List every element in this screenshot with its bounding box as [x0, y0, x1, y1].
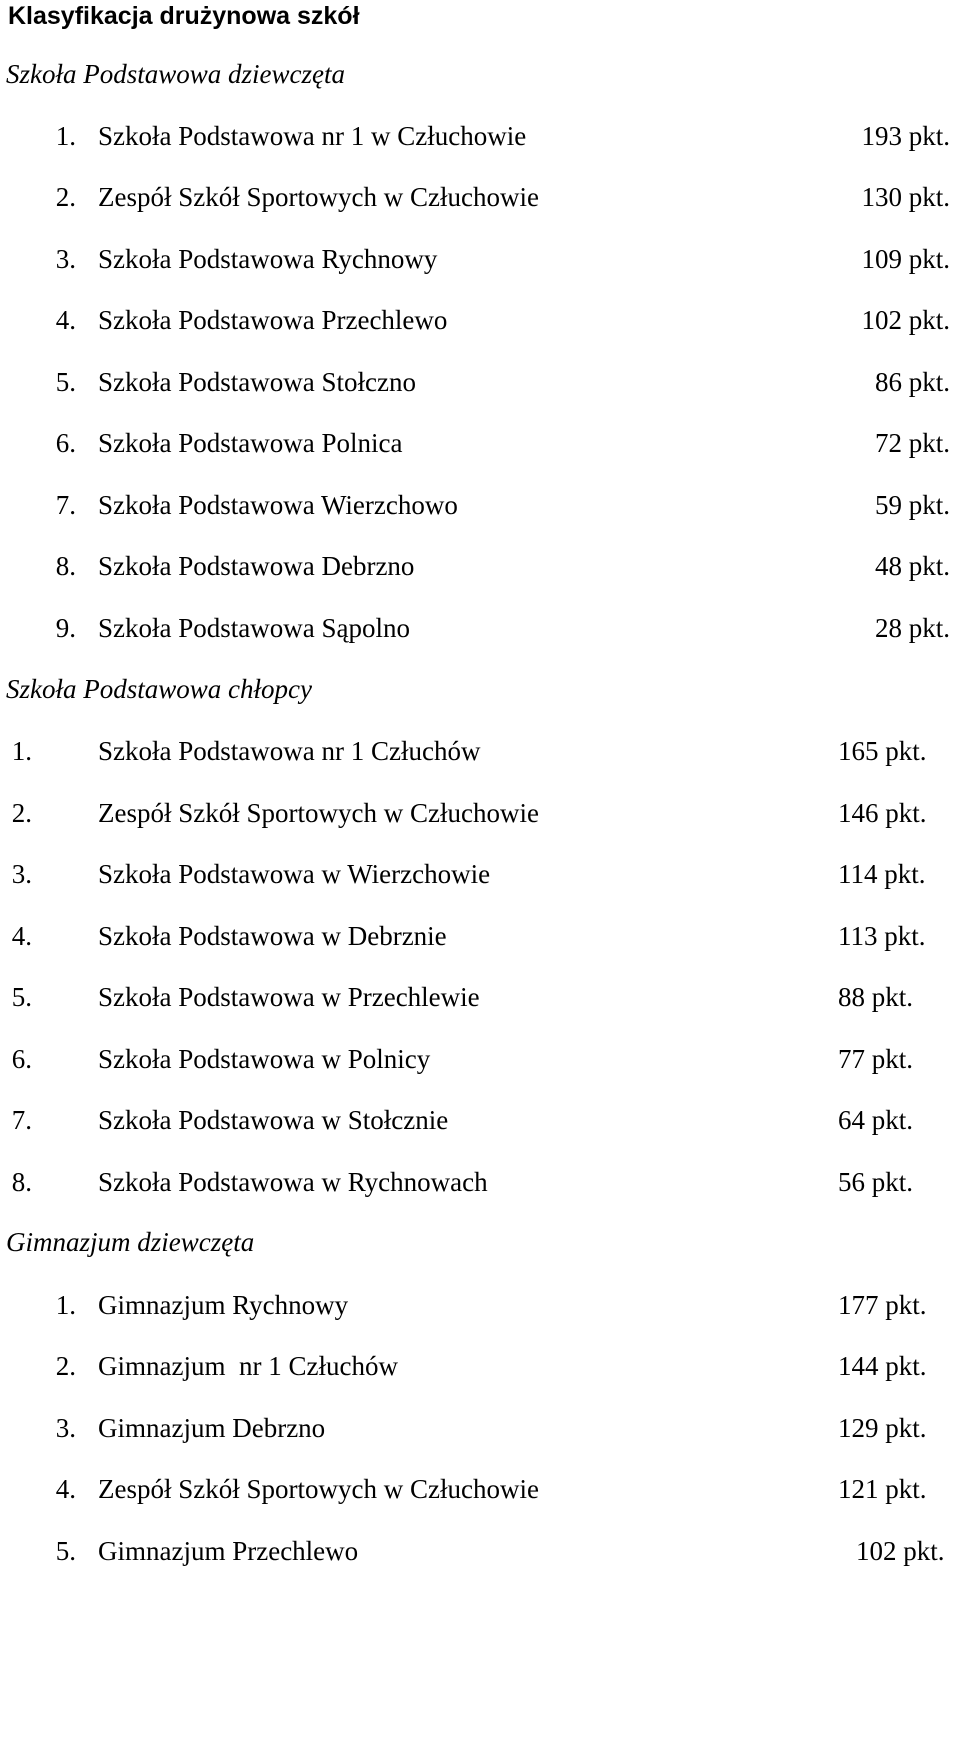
rank: 4. — [55, 1474, 76, 1504]
points: 177 pkt. — [838, 1290, 927, 1320]
school-name: Szkoła Podstawowa Przechlewo — [98, 305, 448, 335]
rank: 5. — [11, 982, 32, 1012]
rank: 7. — [55, 490, 76, 520]
rank: 1. — [11, 736, 32, 766]
points: 146 pkt. — [838, 798, 927, 828]
school-name: Szkoła Podstawowa Wierzchowo — [98, 490, 458, 520]
points: 48 pkt. — [874, 551, 950, 581]
ranking-row — [0, 918, 960, 954]
points: 77 pkt. — [838, 1044, 914, 1074]
ranking-row — [0, 118, 960, 154]
ranking-row — [0, 548, 960, 584]
rank: 5. — [55, 1536, 76, 1566]
school-name: Gimnazjum nr 1 Człuchów — [98, 1351, 398, 1381]
rank: 2. — [55, 1351, 76, 1381]
ranking-row — [0, 979, 960, 1015]
rank: 3. — [55, 1413, 76, 1443]
ranking-row — [0, 795, 960, 831]
ranking-row — [0, 241, 960, 277]
ranking-row — [0, 364, 960, 400]
points: 86 pkt. — [874, 367, 950, 397]
points: 114 pkt. — [838, 859, 926, 889]
school-name: Gimnazjum Rychnowy — [98, 1290, 349, 1320]
ranking-row — [0, 425, 960, 461]
school-name: Szkoła Podstawowa nr 1 w Człuchowie — [98, 121, 527, 151]
school-name: Szkoła Podstawowa w Wierzchowie — [98, 859, 491, 889]
rank: 8. — [11, 1167, 32, 1197]
page-title: Klasyfikacja drużynowa szkół — [8, 2, 360, 30]
school-name: Szkoła Podstawowa Stołczno — [98, 367, 416, 397]
school-name: Szkoła Podstawowa Rychnowy — [98, 244, 438, 274]
ranking-row — [0, 1041, 960, 1077]
rank: 2. — [11, 798, 32, 828]
ranking-row — [0, 1287, 960, 1323]
points: 121 pkt. — [838, 1474, 927, 1504]
points: 72 pkt. — [874, 428, 950, 458]
points: 102 pkt. — [861, 305, 950, 335]
school-name: Szkoła Podstawowa nr 1 Człuchów — [98, 736, 481, 766]
rank: 4. — [55, 305, 76, 335]
school-name: Szkoła Podstawowa Debrzno — [98, 551, 415, 581]
section-heading-gymnasium-girls: Gimnazjum dziewczęta — [6, 1227, 255, 1257]
rank: 8. — [55, 551, 76, 581]
section-heading-primary-boys: Szkoła Podstawowa chłopcy — [6, 674, 312, 704]
ranking-row — [0, 1102, 960, 1138]
points: 102 pkt. — [856, 1536, 945, 1566]
rank: 5. — [55, 367, 76, 397]
points: 28 pkt. — [874, 613, 950, 643]
school-name: Gimnazjum Przechlewo — [98, 1536, 359, 1566]
ranking-row — [0, 179, 960, 215]
points: 165 pkt. — [838, 736, 927, 766]
points: 109 pkt. — [861, 244, 950, 274]
ranking-row — [0, 302, 960, 338]
rank: 1. — [55, 1290, 76, 1320]
school-name: Szkoła Podstawowa w Polnicy — [98, 1044, 431, 1074]
school-name: Szkoła Podstawowa Polnica — [98, 428, 403, 458]
points: 88 pkt. — [838, 982, 914, 1012]
ranking-row — [0, 610, 960, 646]
school-name: Zespół Szkół Sportowych w Człuchowie — [98, 798, 539, 828]
school-name: Szkoła Podstawowa w Rychnowach — [98, 1167, 488, 1197]
points: 56 pkt. — [838, 1167, 914, 1197]
rank: 4. — [11, 921, 32, 951]
rank: 1. — [55, 121, 76, 151]
rank: 3. — [11, 859, 32, 889]
ranking-row — [0, 856, 960, 892]
points: 113 pkt. — [838, 921, 926, 951]
school-name: Szkoła Podstawowa w Debrznie — [98, 921, 447, 951]
rank: 3. — [55, 244, 76, 274]
points: 144 pkt. — [838, 1351, 927, 1381]
points: 64 pkt. — [838, 1105, 914, 1135]
school-name: Zespół Szkół Sportowych w Człuchowie — [98, 182, 539, 212]
ranking-row — [0, 487, 960, 523]
ranking-row — [0, 1164, 960, 1200]
points: 129 pkt. — [838, 1413, 927, 1443]
rank: 9. — [55, 613, 76, 643]
rank: 7. — [11, 1105, 32, 1135]
points: 193 pkt. — [861, 121, 950, 151]
ranking-row — [0, 1410, 960, 1446]
points: 130 pkt. — [861, 182, 950, 212]
school-name: Szkoła Podstawowa w Stołcznie — [98, 1105, 449, 1135]
school-name: Szkoła Podstawowa w Przechlewie — [98, 982, 480, 1012]
ranking-row — [0, 1533, 960, 1569]
ranking-row — [0, 1471, 960, 1507]
school-name: Zespół Szkół Sportowych w Człuchowie — [98, 1474, 539, 1504]
rank: 6. — [11, 1044, 32, 1074]
rank: 2. — [55, 182, 76, 212]
school-name: Gimnazjum Debrzno — [98, 1413, 326, 1443]
points: 59 pkt. — [874, 490, 950, 520]
section-heading-primary-girls: Szkoła Podstawowa dziewczęta — [6, 59, 345, 89]
ranking-row — [0, 733, 960, 769]
school-name: Szkoła Podstawowa Sąpolno — [98, 613, 410, 643]
ranking-row — [0, 1348, 960, 1384]
rank: 6. — [55, 428, 76, 458]
